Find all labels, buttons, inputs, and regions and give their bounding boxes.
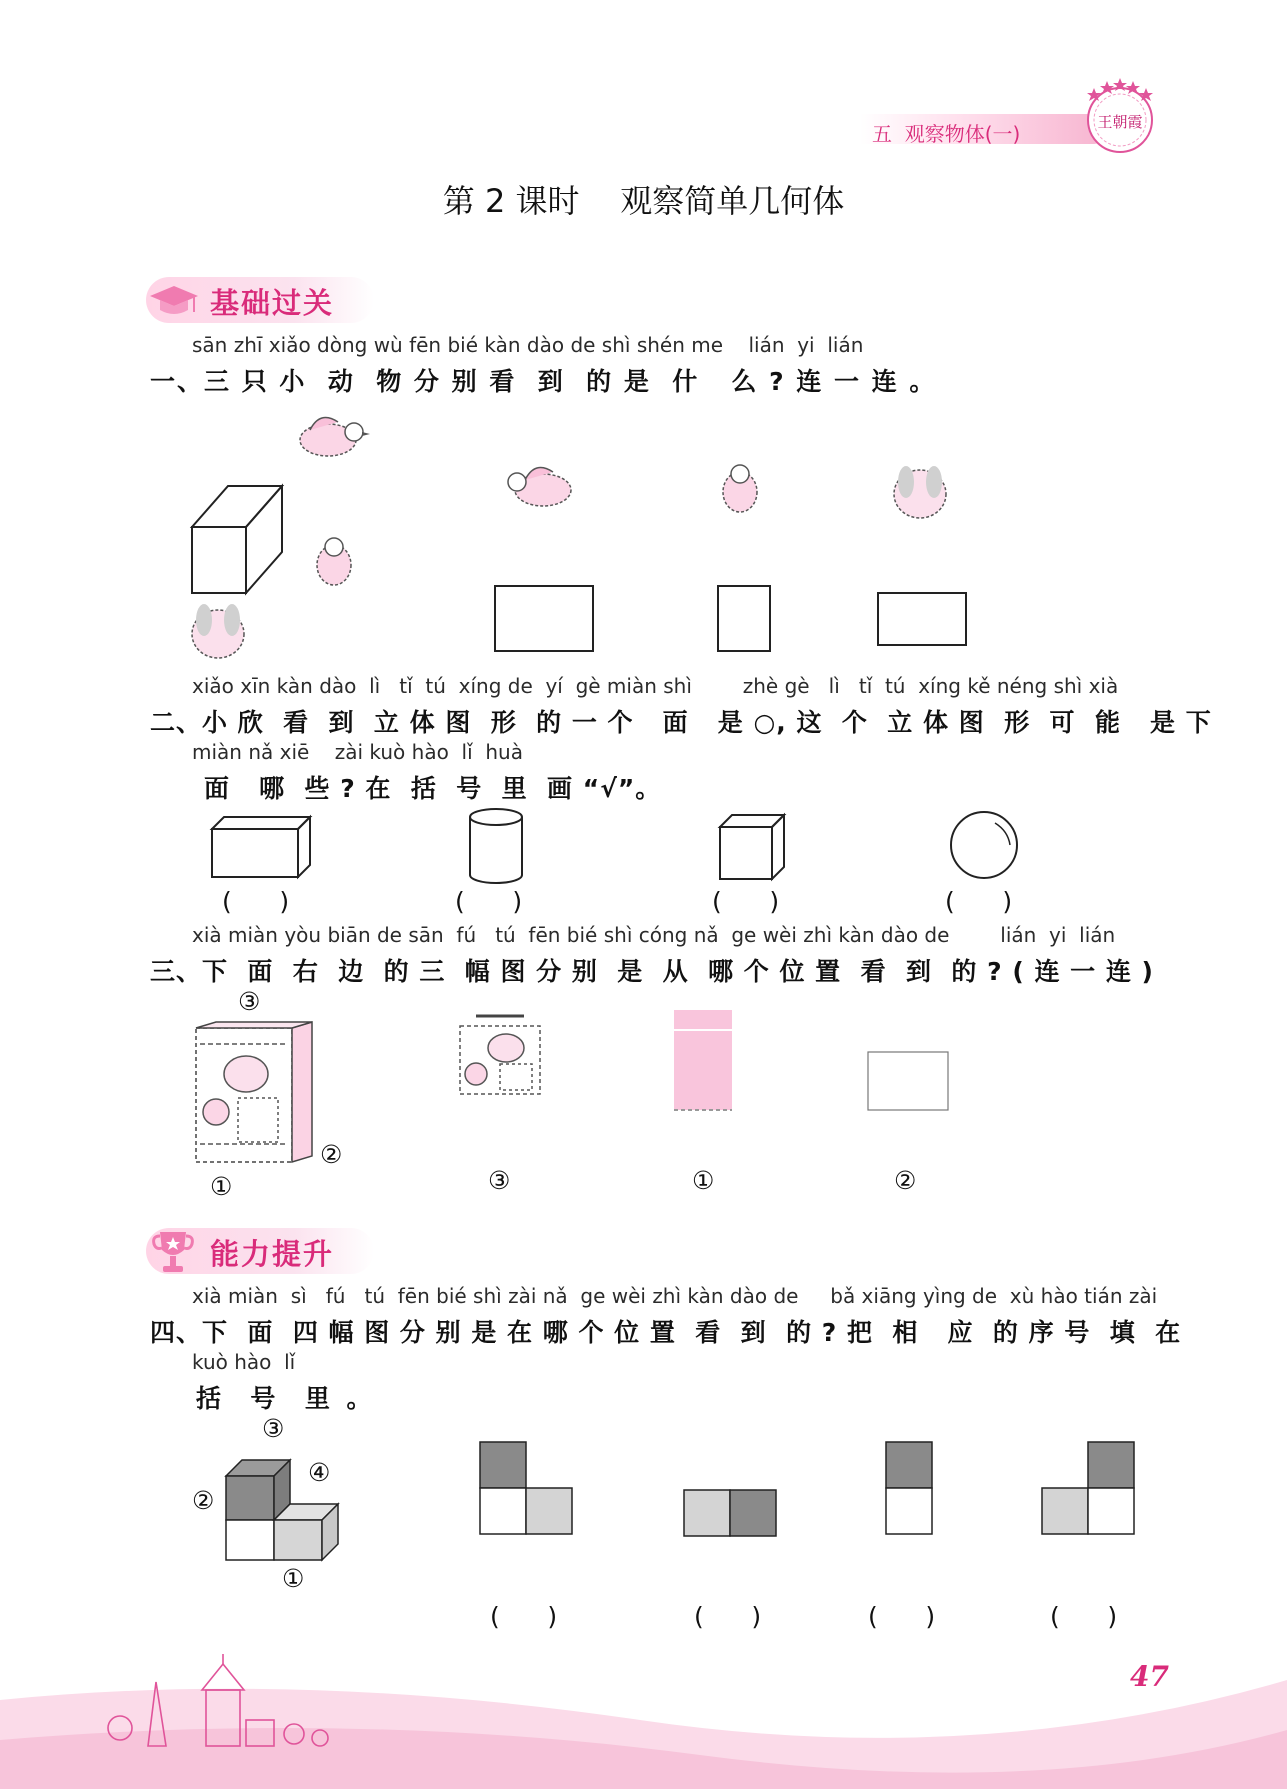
q4-cube-stack (222, 1444, 344, 1562)
cuboid-shape (192, 486, 282, 593)
q3-label-front: ① (210, 1172, 233, 1201)
q2-answer-3[interactable]: ( ) (712, 887, 780, 916)
castle-illustration (96, 1650, 356, 1760)
q2-answer-1[interactable]: ( ) (222, 887, 290, 916)
q4-pinyin-1: xià miàn sì fú tú fēn bié shì zài nǎ ge wèi zhì kàn dào de bǎ xiāng yìng de xù hào tián zài (192, 1284, 1158, 1308)
q4-answer-4[interactable]: ( ) (1050, 1602, 1118, 1631)
q4-answer-1[interactable]: ( ) (490, 1602, 558, 1631)
view-rectangle-flat (878, 593, 966, 645)
q2-answer-4[interactable]: ( ) (945, 887, 1013, 916)
q4-label-front: ① (282, 1564, 305, 1593)
seal-logo (1080, 74, 1160, 156)
q2-answer-2[interactable]: ( ) (455, 887, 523, 916)
view-rectangle-tall (718, 586, 770, 651)
q3-view-side (672, 1008, 736, 1112)
q4-text-1: 四、下 面 四 幅 图 分 别 是 在 哪 个 位 置 看 到 的 ? 把 相 应 的 序 号 填 在 (150, 1318, 1182, 1347)
trophy-icon (150, 1228, 196, 1276)
q3-pinyin: xià miàn yòu biān de sān fú tú fēn bié shì cóng nǎ ge wèi zhì kàn dào de lián yi lián (192, 923, 1116, 947)
sphere-option (951, 812, 1017, 878)
q4-pinyin-2: kuò hào lǐ (192, 1350, 296, 1374)
chick-icon (317, 538, 351, 585)
q4-answer-3[interactable]: ( ) (868, 1602, 936, 1631)
q1-text: 一、三 只 小 动 物 分 别 看 到 的 是 什 么 ? 连 一 连 。 (150, 367, 937, 396)
cube-option (720, 815, 784, 879)
section-title-basic: 基础过关 (210, 286, 335, 320)
rabbit-icon (894, 466, 946, 518)
q3-view-label-2: ① (692, 1166, 715, 1195)
q3-text: 三、下 面 右 边 的 三 幅 图 分 别 是 从 哪 个 位 置 看 到 的 ? ( 连 一 连 ) (150, 957, 1154, 986)
seal-text: 王朝霞 (1097, 113, 1143, 131)
section-title-advanced: 能力提升 (210, 1237, 335, 1271)
graduation-cap-icon (148, 282, 200, 322)
chick-icon (723, 465, 757, 512)
q4-view-a (478, 1440, 576, 1536)
q4-label-top: ③ (262, 1414, 285, 1443)
q4-answer-2[interactable]: ( ) (694, 1602, 762, 1631)
view-rectangle-wide (495, 586, 593, 651)
cylinder-option (470, 809, 522, 883)
q2-shapes (200, 805, 1040, 885)
q1-scene (150, 400, 1200, 670)
q2-text-2: 面 哪 些 ? 在 括 号 里 画 “√”。 (204, 774, 662, 803)
q3-label-top: ③ (238, 987, 261, 1016)
q4-view-c (884, 1440, 936, 1536)
q3-view-label-1: ③ (488, 1166, 511, 1195)
q4-view-d (1040, 1440, 1138, 1536)
q3-label-right: ② (320, 1140, 343, 1169)
q2-pinyin-2: miàn nǎ xiē zài kuò hào lǐ huà (192, 740, 523, 764)
q4-label-right: ④ (308, 1458, 331, 1487)
rabbit-icon (192, 604, 244, 658)
q4-text-2: 括 号 里 。 (196, 1384, 376, 1413)
cuboid-option (212, 817, 310, 877)
page-number: 47 (1130, 1660, 1169, 1693)
bird-icon (300, 418, 370, 457)
bird-icon (508, 468, 571, 507)
q4-label-left: ② (192, 1486, 215, 1515)
chapter-label: 五 观察物体(一) (872, 122, 1021, 146)
q3-view-label-3: ② (894, 1166, 917, 1195)
q3-cabinet (190, 1020, 320, 1170)
q2-pinyin-1: xiǎo xīn kàn dào lì tǐ tú xíng de yí gè miàn shì zhè gè lì tǐ tú xíng kě néng shì xià (192, 674, 1119, 698)
q2-text-1: 二、小 欣 看 到 立 体 图 形 的 一 个 面 是 ○, 这 个 立 体 图 形 可 能 是 下 (150, 708, 1212, 737)
lesson-title: 第 2 课时 观察简单几何体 (442, 182, 845, 220)
q4-view-b (682, 1488, 780, 1538)
q3-view-top (866, 1050, 950, 1112)
q3-view-front (458, 1012, 542, 1096)
q1-pinyin: sān zhī xiǎo dòng wù fēn bié kàn dào de shì shén me lián yi lián (192, 333, 864, 357)
